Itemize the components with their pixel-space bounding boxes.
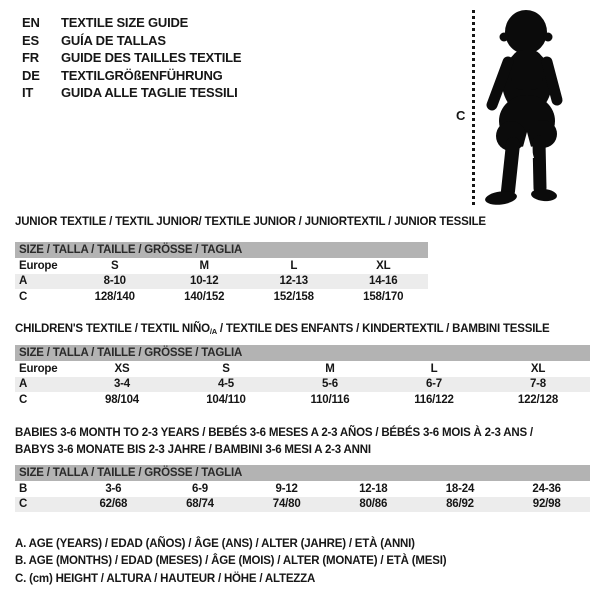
- language-row: [22, 84, 241, 102]
- table-header-row: [15, 465, 590, 481]
- section-title-text: / TEXTILE DES ENFANTS / KINDERTEXTIL / BAMBINI TESSILE: [216, 323, 550, 335]
- size-table: [15, 465, 590, 512]
- table-head: [15, 465, 590, 481]
- language-code: FR: [22, 50, 39, 65]
- language-title-list: [22, 14, 241, 102]
- size-cell: 5-6: [321, 378, 339, 391]
- language-row: [22, 49, 241, 67]
- size-cell: 104/110: [206, 393, 246, 406]
- size-table: [15, 242, 428, 305]
- baby-silhouette-icon: [481, 8, 577, 208]
- size-cell: 116/122: [414, 393, 454, 406]
- language-row: [22, 67, 241, 85]
- size-cell: 110/116: [310, 393, 350, 406]
- size-cell: 122/128: [517, 393, 559, 406]
- size-cell: 14-16: [369, 275, 398, 288]
- row-label: A: [19, 275, 28, 288]
- table-head: [15, 345, 590, 361]
- height-measure-label: C: [456, 108, 466, 123]
- measurement-legend: [15, 536, 446, 588]
- row-label: C: [19, 290, 28, 303]
- size-cell: 62/68: [99, 498, 128, 511]
- table-body: [15, 361, 590, 408]
- table-body: [15, 258, 428, 305]
- section-title-text: JUNIOR TEXTILE / TEXTIL JUNIOR/ TEXTILE JUNIOR / JUNIORTEXTIL / JUNIOR TESSILE: [15, 216, 486, 228]
- table-row: [15, 392, 590, 408]
- size-cell: XS: [114, 362, 130, 375]
- table-header-row: [15, 242, 428, 258]
- language-title: TEXTILE SIZE GUIDE: [61, 15, 189, 30]
- size-cell: 7-8: [529, 378, 547, 391]
- size-cell: L: [290, 259, 298, 272]
- size-header-bar: SIZE / TALLA / TAILLE / GRÖSSE / TAGLIA: [15, 242, 428, 258]
- section-title-line: [15, 321, 549, 340]
- row-label: C: [19, 498, 28, 511]
- table-row: [15, 258, 428, 274]
- language-row: [22, 32, 241, 50]
- row-label: A: [19, 378, 28, 391]
- size-cell: 24-36: [532, 482, 561, 495]
- section-title-line: [15, 442, 533, 459]
- size-cell: 68/74: [186, 498, 214, 511]
- table-row: [15, 361, 590, 377]
- language-title: GUÍA DE TALLAS: [61, 32, 166, 48]
- language-title: TEXTILGRÖßENFÜHRUNG: [61, 67, 223, 83]
- section-title: [15, 321, 549, 340]
- language-code: ES: [22, 32, 39, 48]
- row-label: C: [19, 393, 28, 406]
- size-cell: XL: [376, 259, 391, 272]
- size-cell: 18-24: [445, 482, 475, 495]
- legend-line: C. (cm) HEIGHT / ALTURA / HAUTEUR / HÖHE / ALTEZZA: [15, 572, 316, 585]
- size-cell: 6-9: [191, 482, 208, 495]
- table-body: [15, 481, 590, 512]
- size-cell: 128/140: [94, 290, 135, 303]
- height-measure-line: [472, 10, 475, 208]
- size-table: [15, 345, 590, 408]
- section-title-text: CHILDREN'S TEXTILE / TEXTIL NIÑO: [15, 323, 210, 335]
- size-cell: 98/104: [105, 393, 139, 406]
- legend-line: B. AGE (MONTHS) / EDAD (MESES) / ÂGE (MOIS) / ALTER (MONATE) / ETÀ (MESI): [15, 555, 447, 568]
- size-cell: 92/98: [532, 498, 561, 511]
- table-header-row: [15, 345, 590, 361]
- table-head: [15, 242, 428, 258]
- size-cell: L: [430, 362, 438, 375]
- size-header-bar: SIZE / TALLA / TAILLE / GRÖSSE / TAGLIA: [15, 345, 590, 361]
- table-row: [15, 289, 428, 305]
- row-label: B: [19, 482, 28, 495]
- section-title-text: BABYS 3-6 MONATE BIS 2-3 JAHRE / BAMBINI 3-6 MESI A 2-3 ANNI: [15, 444, 371, 456]
- size-header-bar: SIZE / TALLA / TAILLE / GRÖSSE / TAGLIA: [15, 465, 590, 481]
- legend-line: A. AGE (YEARS) / EDAD (AÑOS) / ÂGE (ANS) / ALTER (JAHRE) / ETÀ (ANNI): [15, 538, 415, 550]
- size-cell: 12-18: [359, 482, 388, 495]
- language-code: DE: [22, 67, 40, 83]
- size-cell: 4-5: [217, 378, 235, 391]
- size-cell: XL: [530, 362, 546, 375]
- section-title: [15, 425, 533, 459]
- size-cell: 152/158: [273, 290, 314, 303]
- size-cell: 3-4: [113, 378, 131, 391]
- row-label: Europe: [19, 259, 58, 272]
- size-cell: 10-12: [190, 275, 219, 288]
- size-cell: 86/92: [446, 498, 474, 511]
- size-cell: 12-13: [279, 275, 308, 288]
- table-row: [15, 497, 590, 513]
- size-cell: 140/152: [184, 290, 225, 303]
- table-row: [15, 377, 590, 393]
- section-title-line: [15, 425, 533, 442]
- language-row: [22, 14, 241, 32]
- size-cell: 9-12: [275, 482, 298, 495]
- size-cell: 74/80: [272, 498, 301, 511]
- table-row: [15, 274, 428, 290]
- language-code: EN: [22, 15, 40, 30]
- section-title-text: /A: [209, 327, 217, 336]
- size-cell: 158/170: [363, 290, 404, 303]
- section-title-line: [15, 214, 486, 231]
- size-cell: M: [325, 362, 335, 375]
- language-title: GUIDA ALLE TAGLIE TESSILI: [61, 85, 238, 100]
- table-row: [15, 481, 590, 497]
- language-code: IT: [22, 85, 34, 100]
- size-cell: 3-6: [105, 482, 122, 495]
- section-title-text: BABIES 3-6 MONTH TO 2-3 YEARS / BEBÉS 3-6 MESES A 2-3 AÑOS / BÉBÉS 3-6 MOIS À 2-3 ANS /: [15, 427, 533, 439]
- row-label: Europe: [19, 362, 58, 375]
- size-cell: S: [222, 362, 230, 375]
- size-cell: 80/86: [359, 498, 388, 511]
- section-title: [15, 214, 486, 231]
- size-cell: M: [199, 259, 209, 272]
- size-cell: 6-7: [425, 378, 443, 391]
- language-title: GUIDE DES TAILLES TEXTILE: [61, 50, 242, 65]
- size-cell: 8-10: [103, 275, 126, 288]
- size-cell: S: [111, 259, 119, 272]
